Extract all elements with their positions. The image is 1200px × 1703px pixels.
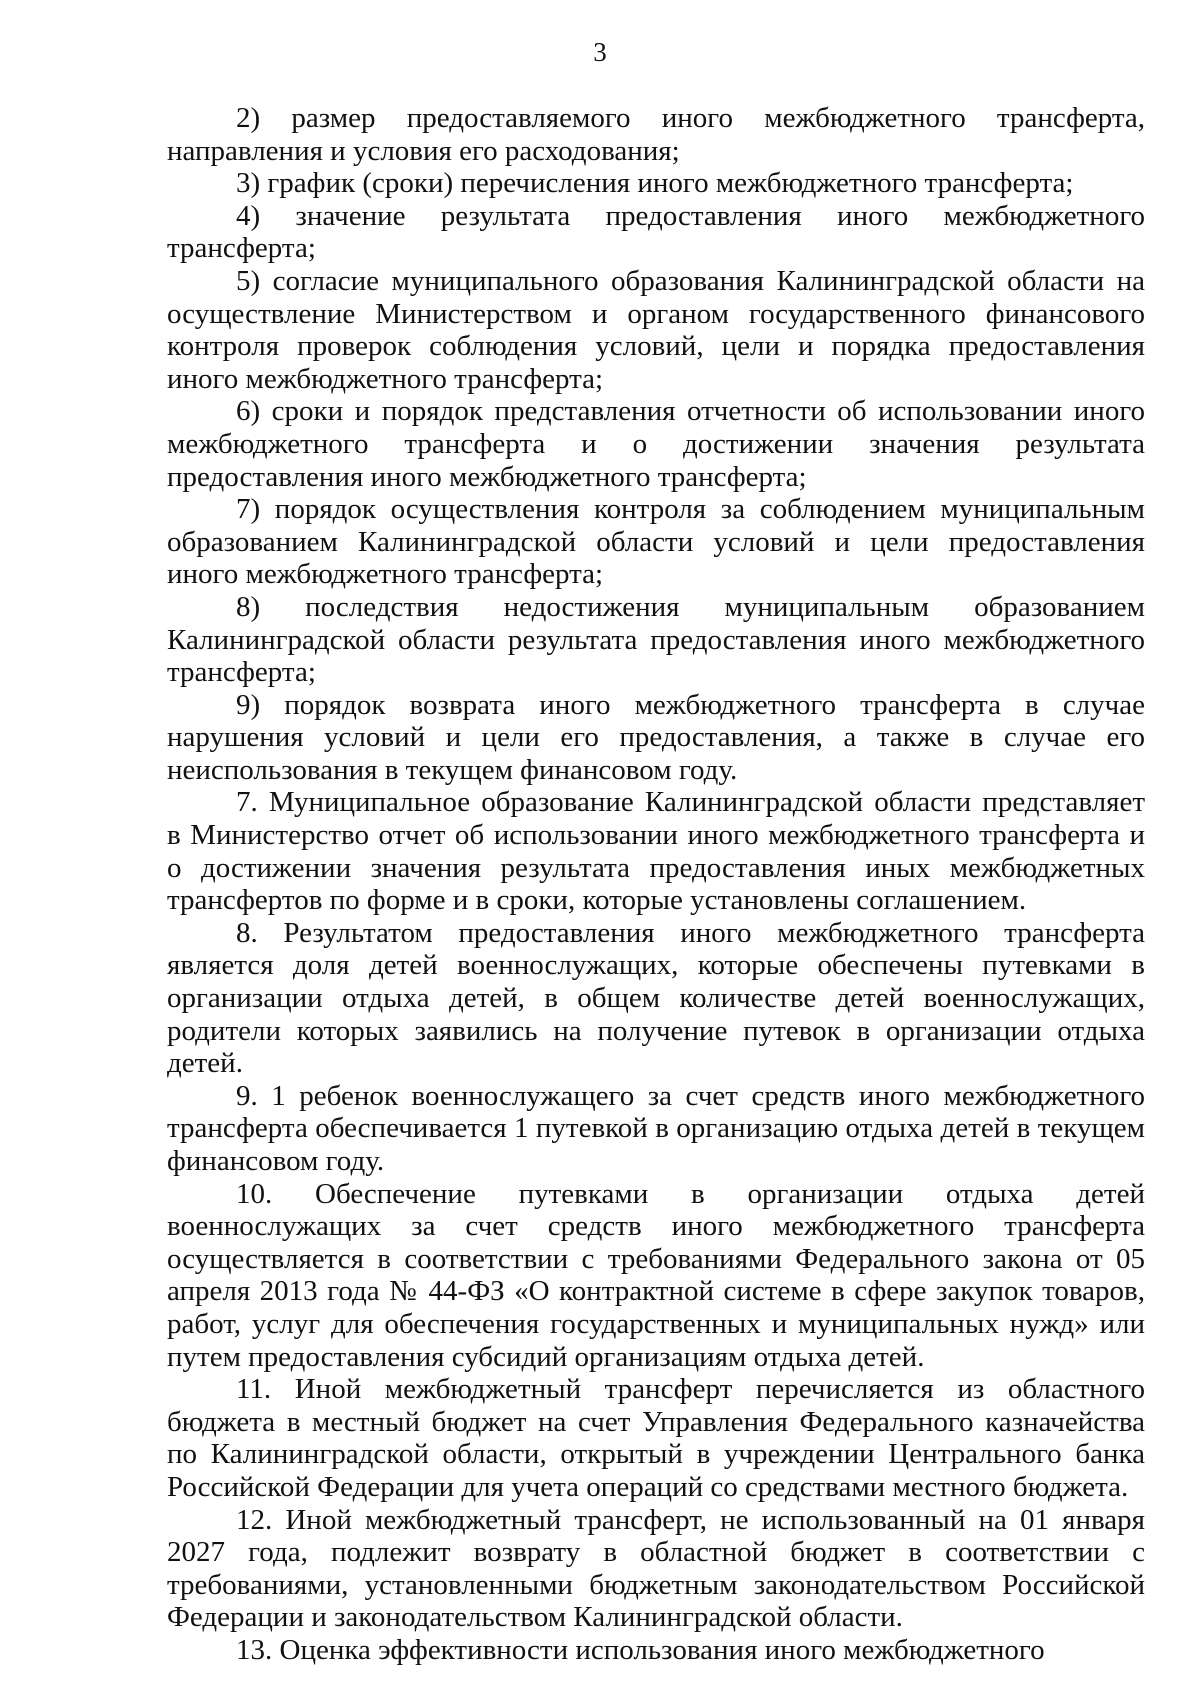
list-item-5: 5) согласие муниципального образования Калининградской области на осуществление Министерством и органом государственного финансового контроля проверок соблюдения условий, цели и порядка предоставления иного межбюджетного трансферта; <box>167 264 1145 395</box>
document-body <box>167 102 1145 1667</box>
list-item-8: 8) последствия недостижения муниципальным образованием Калининградской области результата предоставления иного межбюджетного трансферта; <box>167 590 1145 689</box>
clause-11: 11. Иной межбюджетный трансферт перечисляется из областного бюджета в местный бюджет на счет Управления Федерального казначейства по Калининградской области, открытый в учреждении Центрального банка Российской Федерации для учета операций со средствами местного бюджета. <box>167 1373 1145 1503</box>
clause-7: 7. Муниципальное образование Калининградской области представляет в Министерство отчет об использовании иного межбюджетного трансферта и о достижении значения результата предоставления иных межбюджетных трансфертов по форме и в сроки, которые установлены соглашением. <box>167 786 1145 917</box>
clause-9: 9. 1 ребенок военнослужащего за счет средств иного межбюджетного трансферта обеспечивается 1 путевкой в организацию отдыха детей в текущем финансовом году. <box>167 1079 1145 1177</box>
list-item-3: 3) график (сроки) перечисления иного межбюджетного трансферта; <box>236 167 1074 200</box>
clause-12: 12. Иной межбюджетный трансферт, не использованный на 01 января 2027 года, подлежит возврату в областной бюджет в соответствии с требованиями, установленными бюджетным законодательством Российской Федерации и законодательством Калининградской области. <box>167 1503 1145 1634</box>
page-number: 3 <box>593 37 607 67</box>
clause-8: 8. Результатом предоставления иного межбюджетного трансферта является доля детей военнослужащих, которые обеспечены путевками в организации отдыха детей, в общем количестве детей военнослужащих, родители которых заявились на получение путевок в организации отдыха детей. <box>167 916 1145 1080</box>
list-item-6: 6) сроки и порядок представления отчетности об использовании иного межбюджетного трансферта и о достижении значения результата предоставления иного межбюджетного трансферта; <box>167 395 1145 493</box>
clause-10: 10. Обеспечение путевками в организации отдыха детей военнослужащих за счет средств иного межбюджетного трансферта осуществляется в соответствии с требованиями Федерального закона от 05 апреля 2013 года № 44-ФЗ «О контрактной системе в сфере закупок товаров, работ, услуг для обеспечения государственных и муниципальных нужд» или путем предоставления субсидий организациям отдыха детей. <box>167 1177 1145 1373</box>
clause-13: 13. Оценка эффективности использования иного межбюджетного <box>236 1633 1045 1666</box>
list-item-4: 4) значение результата предоставления иного межбюджетного трансферта; <box>167 199 1145 265</box>
list-item-9: 9) порядок возврата иного межбюджетного трансферта в случае нарушения условий и цели его предоставления, а также в случае его неиспользования в текущем финансовом году. <box>167 688 1145 786</box>
list-item-2: 2) размер предоставляемого иного межбюджетного трансферта, направления и условия его расходования; <box>167 102 1145 167</box>
list-item-7: 7) порядок осуществления контроля за соблюдением муниципальным образованием Калининградской области условий и цели предоставления иного межбюджетного трансферта; <box>167 493 1145 591</box>
